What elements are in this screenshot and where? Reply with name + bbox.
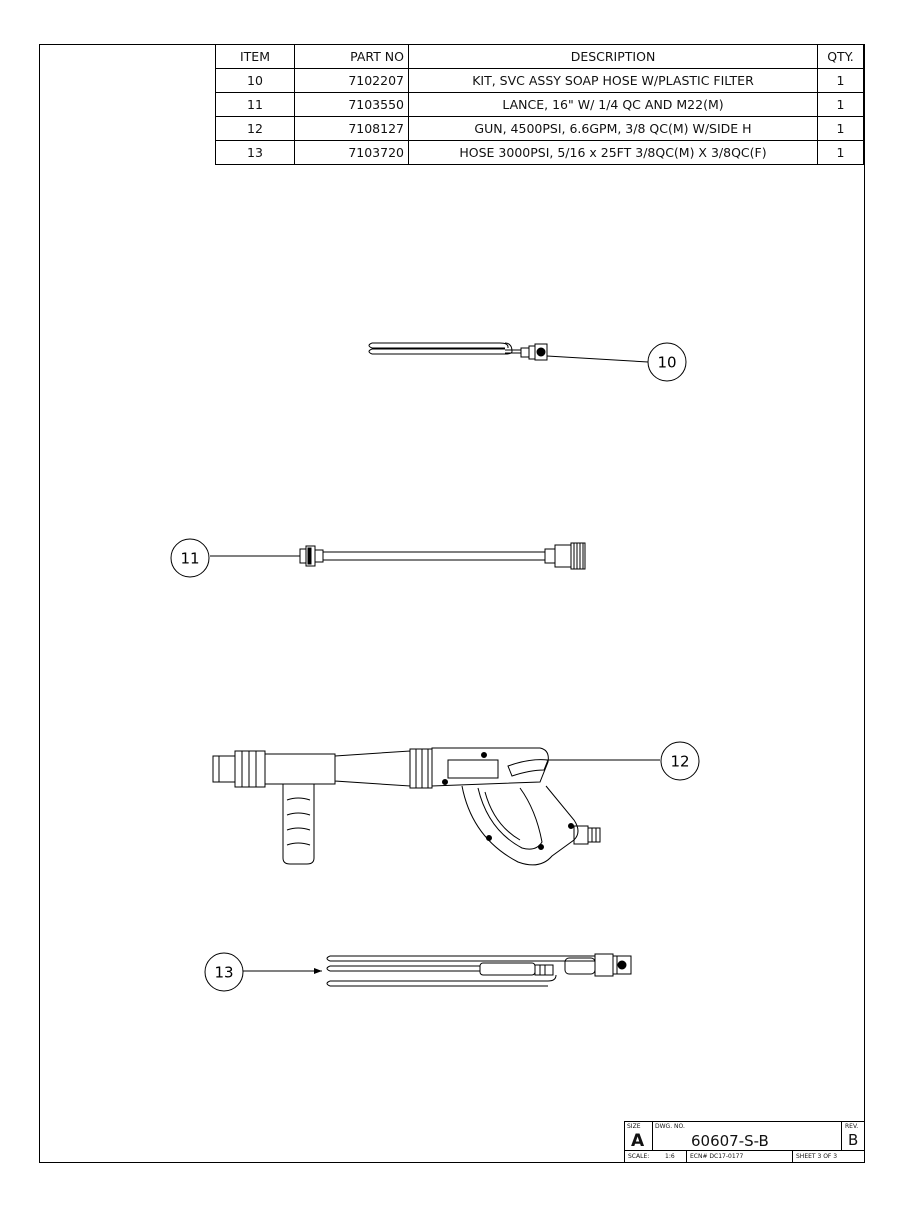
bom-cell-item: 11 <box>216 93 295 117</box>
title-block <box>624 1121 865 1163</box>
title-block-scale-cell <box>625 1151 687 1163</box>
title-block-size-cell <box>625 1122 653 1151</box>
soap-hose-kit-part <box>369 343 648 362</box>
bom-cell-description: KIT, SVC ASSY SOAP HOSE W/PLASTIC FILTER <box>409 69 818 93</box>
balloon-11 <box>171 539 209 577</box>
bom-cell-qty: 1 <box>818 117 864 141</box>
balloon-12-label: 12 <box>670 752 690 771</box>
spray-gun-part <box>213 748 660 865</box>
bom-cell-item: 10 <box>216 69 295 93</box>
lance-part <box>210 543 585 569</box>
bom-cell-item: 13 <box>216 141 295 165</box>
rev-value: B <box>848 1131 859 1149</box>
bom-cell-description: HOSE 3000PSI, 5/16 x 25FT 3/8QC(M) X 3/8QC(F) <box>409 141 818 165</box>
title-block-rev-cell <box>842 1122 864 1151</box>
sheet-number: SHEET 3 OF 3 <box>796 1153 838 1160</box>
bom-cell-qty: 1 <box>818 93 864 117</box>
balloon-12 <box>661 742 699 780</box>
bom-header-item: ITEM <box>216 45 295 69</box>
title-block-sheet-cell <box>793 1151 864 1163</box>
bom-cell-part-no: 7103550 <box>295 93 409 117</box>
bom-cell-qty: 1 <box>818 141 864 165</box>
size-label: SIZE <box>627 1123 641 1130</box>
balloon-10-label: 10 <box>657 353 677 372</box>
bom-cell-description: LANCE, 16" W/ 1/4 QC AND M22(M) <box>409 93 818 117</box>
balloon-13-label: 13 <box>214 963 234 982</box>
balloon-10 <box>648 343 686 381</box>
hose-part <box>243 954 631 986</box>
bom-cell-description: GUN, 4500PSI, 6.6GPM, 3/8 QC(M) W/SIDE H <box>409 117 818 141</box>
title-block-ecn-cell <box>687 1151 793 1163</box>
bom-header-qty: QTY. <box>818 45 864 69</box>
bom-cell-part-no: 7103720 <box>295 141 409 165</box>
scale-label: SCALE: <box>628 1153 650 1160</box>
bom-cell-part-no: 7102207 <box>295 69 409 93</box>
bom-header-part-no: PART NO <box>295 45 409 69</box>
bom-cell-part-no: 7108127 <box>295 117 409 141</box>
scale-value: 1:6 <box>665 1153 675 1160</box>
dwg-no-label: DWG. NO. <box>655 1123 685 1130</box>
size-value: A <box>631 1131 645 1151</box>
bom-cell-qty: 1 <box>818 69 864 93</box>
rev-label: REV. <box>845 1123 859 1130</box>
ecn-number: ECN# DC17-0177 <box>690 1153 744 1160</box>
title-block-dwg-cell <box>653 1122 842 1151</box>
balloon-13 <box>205 953 243 991</box>
balloon-11-label: 11 <box>180 549 200 568</box>
bom-cell-item: 12 <box>216 117 295 141</box>
bom-header-description: DESCRIPTION <box>409 45 818 69</box>
dwg-no-value: 60607-S-B <box>691 1132 769 1150</box>
